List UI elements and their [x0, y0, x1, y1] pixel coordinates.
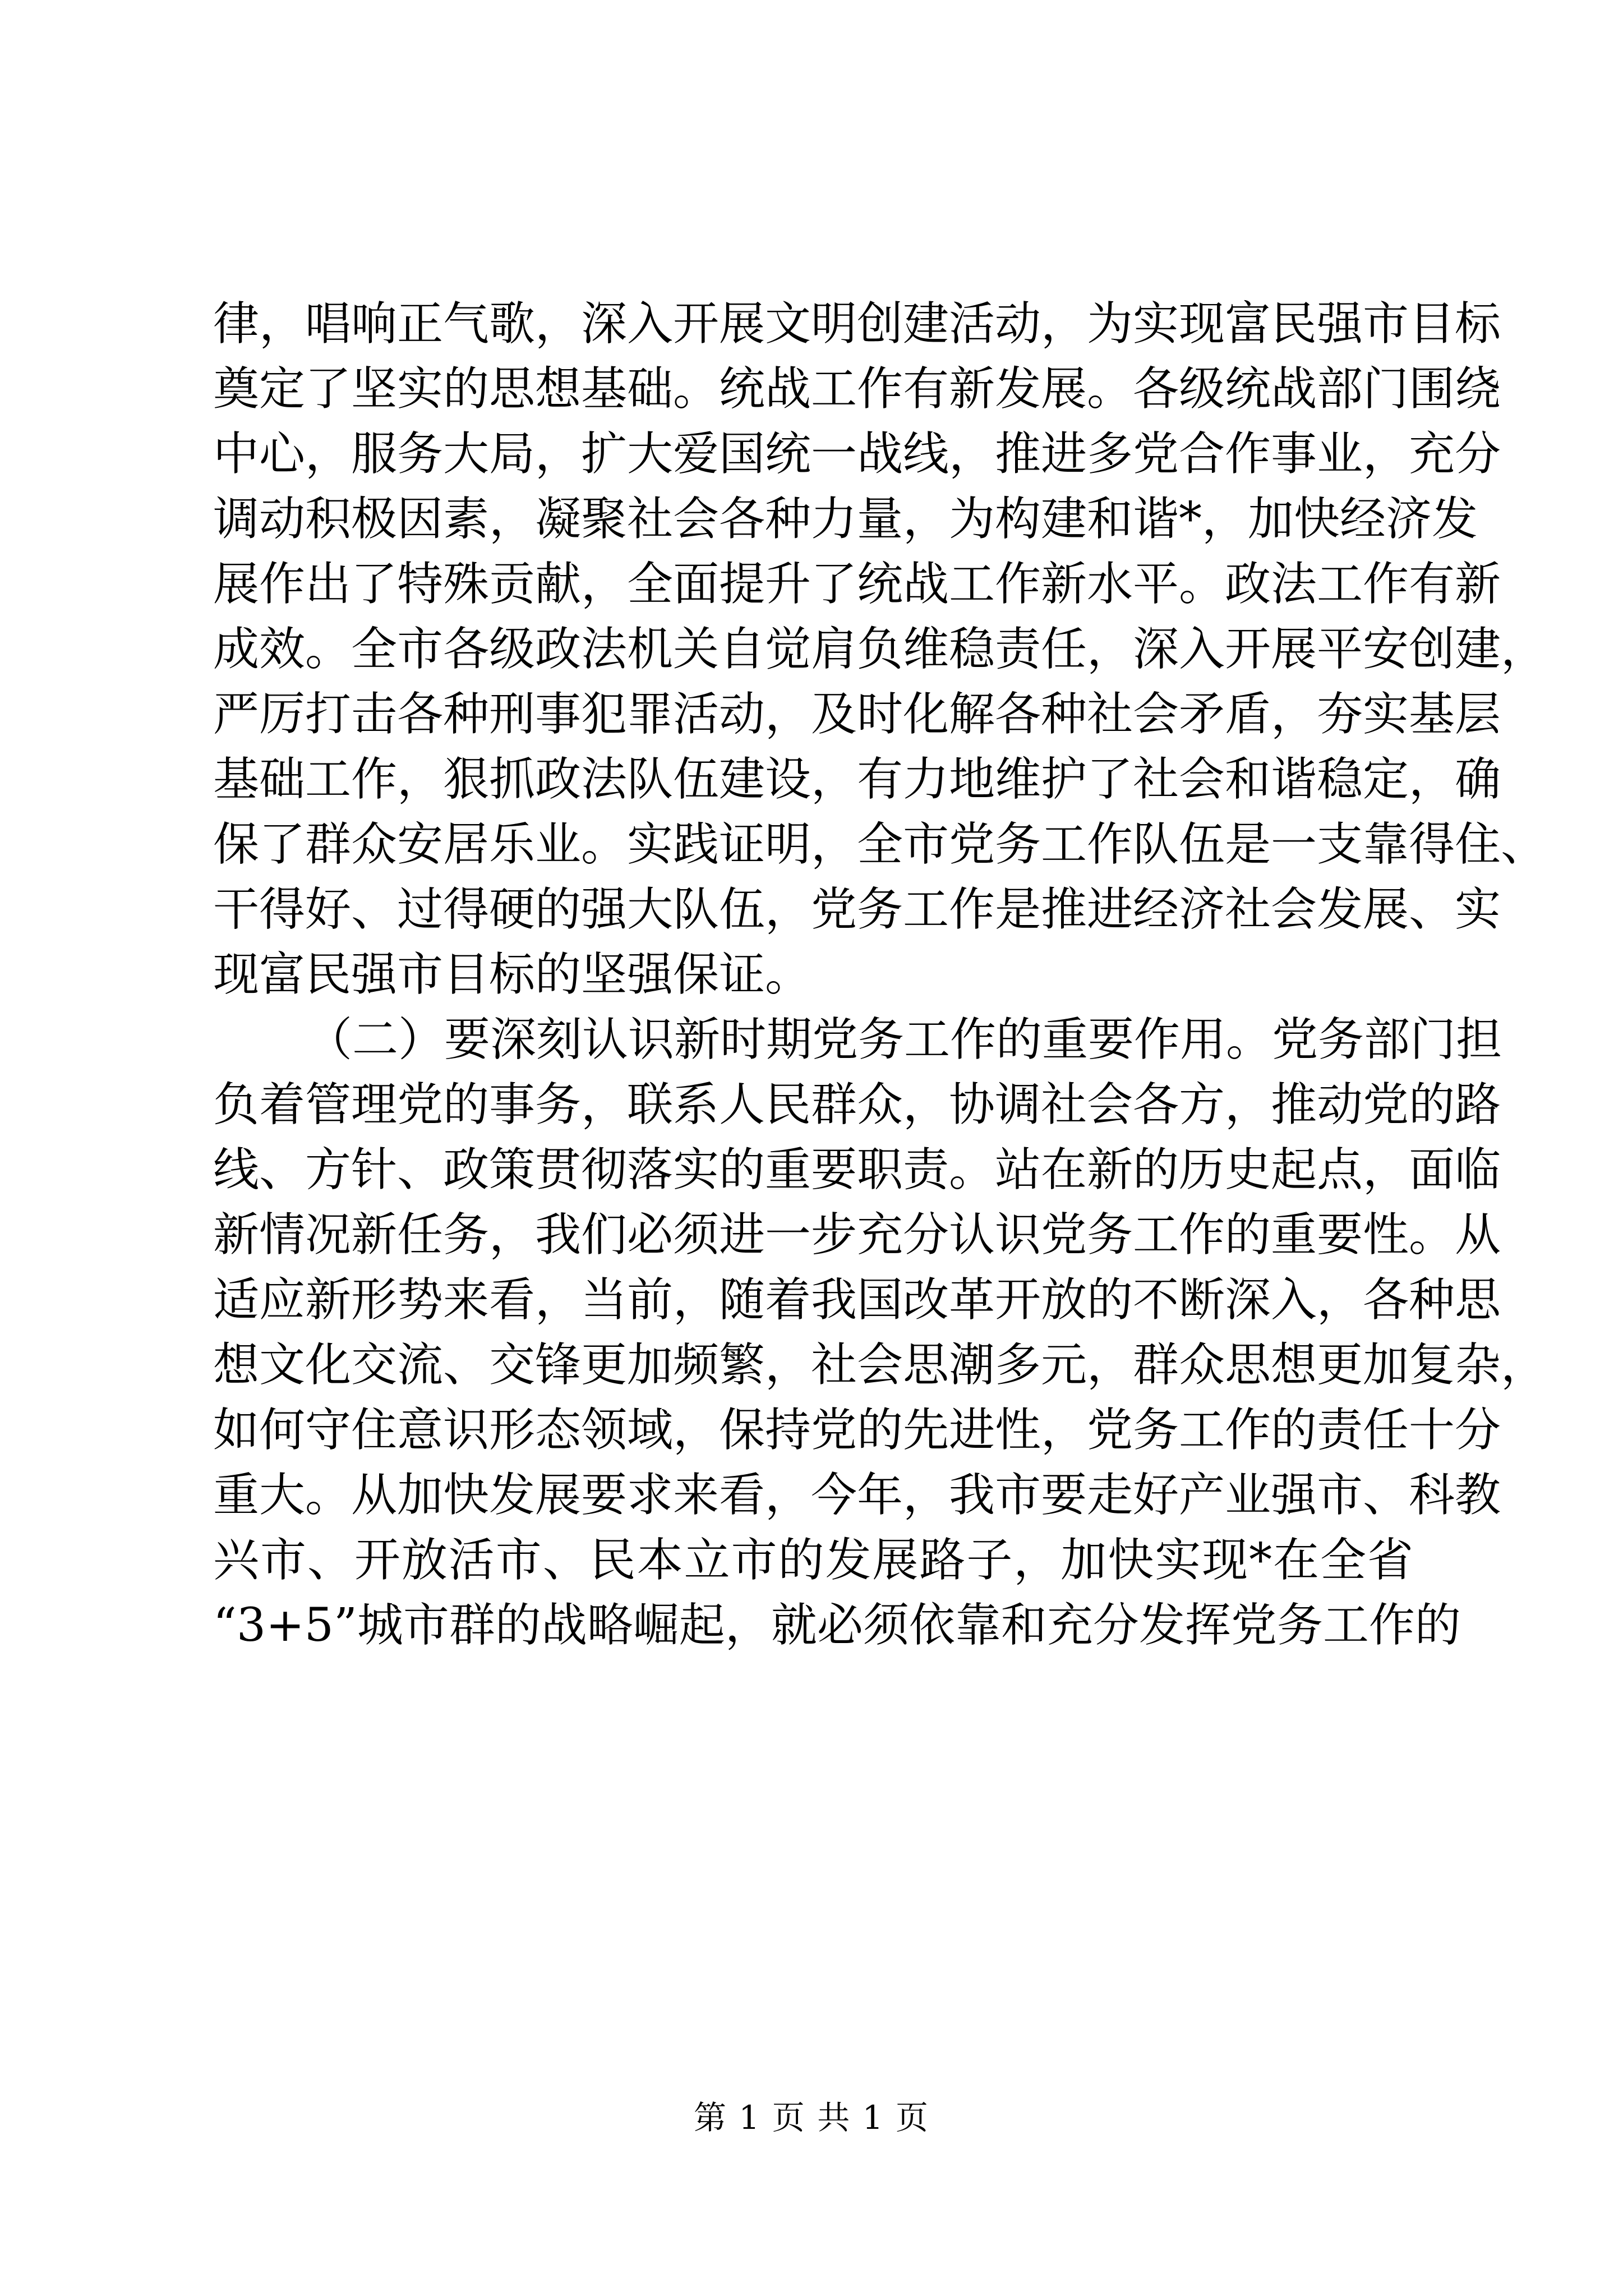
paragraph-2-line: （二）要深刻认识新时期党务工作的重要作用。党务部门担 — [306, 1013, 1502, 1066]
paragraph-1-line: 展作出了特殊贡献，全面提升了统战工作新水平。政法工作有新 — [213, 558, 1501, 611]
paragraph-1-line: 保了群众安居乐业。实践证明，全市党务工作队伍是一支靠得住、 — [213, 818, 1547, 871]
paragraph-1-line: 中心，服务大局，扩大爱国统一战线，推进多党合作事业，充分 — [213, 427, 1501, 481]
page-footer: 第 1 页 共 1 页 — [694, 2099, 929, 2137]
paragraph-2-line: 适应新形势来看，当前，随着我国改革开放的不断深入，各种思 — [213, 1273, 1501, 1327]
paragraph-2-line: 如何守住意识形态领域，保持党的先进性，党务工作的责任十分 — [213, 1404, 1501, 1457]
paragraph-2-line: 新情况新任务，我们必须进一步充分认识党务工作的重要性。从 — [213, 1208, 1501, 1262]
paragraph-1-line: 严厉打击各种刑事犯罪活动，及时化解各种社会矛盾，夯实基层 — [213, 688, 1501, 741]
paragraph-1-line: 奠定了坚实的思想基础。统战工作有新发展。各级统战部门围绕 — [213, 362, 1501, 416]
paragraph-1-line: 现富民强市目标的坚强保证。 — [213, 948, 811, 1001]
paragraph-1-line: 律，唱响正气歌，深入开展文明创建活动，为实现富民强市目标 — [213, 297, 1501, 351]
paragraph-2-line: “3+5”城市群的战略崛起，就必须依靠和充分发挥党务工作的 — [213, 1599, 1461, 1652]
paragraph-1-line: 基础工作，狠抓政法队伍建设，有力地维护了社会和谐稳定，确 — [213, 753, 1501, 806]
paragraph-2-line: 想文化交流、交锋更加频繁，社会思潮多元，群众思想更加复杂， — [213, 1338, 1547, 1392]
paragraph-1-line: 干得好、过得硬的强大队伍，党务工作是推进经济社会发展、实 — [213, 883, 1501, 936]
body-text — [213, 292, 1547, 1658]
paragraph-2-line: 兴市、开放活市、民本立市的发展路子，加快实现*在全省 — [213, 1534, 1413, 1587]
paragraph-1-line: 成效。全市各级政法机关自觉肩负维稳责任，深入开展平安创建， — [213, 623, 1547, 676]
paragraph-2-line: 线、方针、政策贯彻落实的重要职责。站在新的历史起点，面临 — [213, 1143, 1501, 1197]
paragraph-2-line: 负着管理党的事务，联系人民群众，协调社会各方，推动党的路 — [213, 1078, 1501, 1131]
paragraph-1-line: 调动积极因素，凝聚社会各种力量，为构建和谐*，加快经济发 — [213, 493, 1478, 546]
paragraph-2-line: 重大。从加快发展要求来看，今年，我市要走好产业强市、科教 — [213, 1469, 1501, 1522]
